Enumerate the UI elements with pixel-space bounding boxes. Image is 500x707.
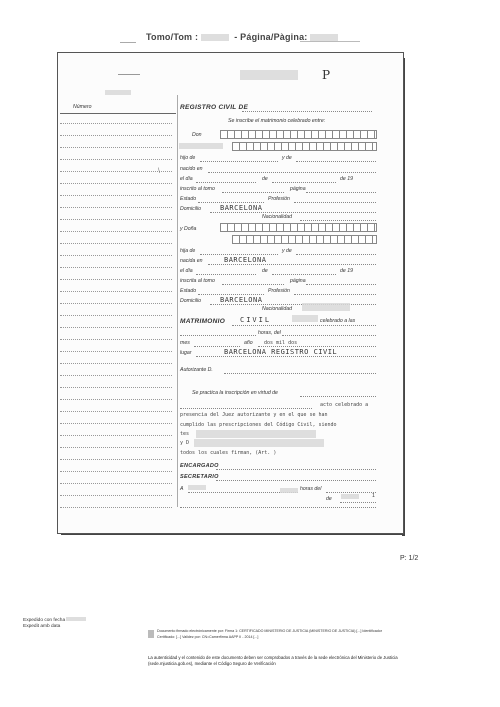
y-de-label: y de — [282, 155, 292, 161]
tomo-label: Tomo/Tom : — [146, 32, 199, 42]
estado-label: Estado — [180, 196, 197, 202]
left-line — [60, 495, 172, 496]
left-line — [60, 435, 172, 436]
celebrado-label: celebrado a las — [320, 318, 356, 324]
hijo-label: hijo de — [180, 155, 196, 161]
horas-label: horas, del — [258, 330, 281, 336]
pagina-label: página — [290, 278, 306, 284]
practica-label: Se practica la inscripción en virtud de — [192, 390, 278, 396]
y-de-label: y de — [282, 248, 292, 254]
ano-label: año — [244, 340, 253, 346]
line — [196, 182, 256, 183]
left-line — [60, 339, 172, 340]
pagina-label: Página/Pàgina: — [240, 32, 308, 42]
line — [196, 356, 376, 357]
redaction — [66, 617, 86, 621]
line — [216, 480, 376, 481]
domicilio-value: BARCELONA — [220, 296, 263, 304]
expedido-label: Expedido con fecha — [23, 618, 66, 623]
line — [272, 182, 336, 183]
left-line — [60, 399, 172, 400]
left-line — [60, 231, 172, 232]
header-mark — [300, 41, 360, 42]
line — [198, 202, 264, 203]
matrimonio-label: MATRIMONIO — [180, 318, 226, 325]
tomo-redaction — [201, 34, 229, 41]
redaction — [188, 485, 206, 490]
line — [208, 264, 376, 265]
form-subtitle: Se inscribe el matrimonio celebrado entre: — [228, 118, 326, 124]
inscrita-label: inscrita al tomo — [180, 278, 215, 284]
left-line — [60, 363, 172, 364]
expedido-date — [23, 617, 86, 623]
line — [210, 304, 376, 305]
numero-label: Número — [73, 104, 92, 110]
matrimonio-value: CIVIL — [240, 316, 272, 324]
left-line — [60, 207, 172, 208]
estado-label: Estado — [180, 288, 197, 294]
line — [180, 408, 312, 409]
stamp-number: 1 — [372, 493, 375, 499]
left-line — [60, 483, 172, 484]
left-line — [60, 147, 172, 148]
line — [296, 161, 376, 162]
sheet-number-redaction — [240, 70, 298, 80]
page-number: P: 1/2 — [400, 555, 419, 562]
register-sheet — [57, 52, 404, 534]
nacida-value: BARCELONA — [224, 256, 267, 264]
typed-line: todos los cuales firman, (Art. ) — [180, 450, 277, 456]
dona-label: y Doña — [180, 226, 197, 232]
line — [300, 220, 376, 221]
top-mark — [118, 74, 140, 75]
domicilio-label: Domicilio — [180, 298, 202, 304]
line — [282, 335, 376, 336]
left-line — [60, 507, 172, 508]
line — [258, 346, 376, 347]
typed-line: acto celebrado a — [320, 402, 369, 408]
surname-boxes-2 — [232, 235, 377, 244]
line — [300, 396, 376, 397]
title-line — [242, 111, 372, 112]
left-line — [60, 243, 172, 244]
de-label: de — [262, 268, 268, 274]
doc-icon — [148, 630, 154, 638]
redaction — [194, 439, 324, 447]
left-line — [60, 327, 172, 328]
profesion-label: Profesión — [268, 288, 290, 294]
line — [224, 373, 376, 374]
left-line — [60, 387, 172, 388]
a-label: A — [180, 486, 184, 492]
redaction — [341, 494, 359, 499]
ano-value: dos mil dos — [264, 340, 298, 346]
secretario-label: SECRETARIO — [180, 474, 219, 480]
redaction — [292, 315, 318, 322]
left-line — [60, 219, 172, 220]
left-line — [60, 459, 172, 460]
expedit-label: Expedit amb data — [23, 624, 61, 629]
pagina-label: página — [290, 186, 306, 192]
left-line — [60, 351, 172, 352]
left-rule — [60, 113, 176, 114]
name-boxes-1 — [220, 130, 377, 139]
column-divider — [177, 95, 178, 507]
line — [272, 274, 336, 275]
line — [294, 294, 376, 295]
line — [306, 192, 376, 193]
nacido-label: nacido en — [180, 166, 203, 172]
left-line — [60, 423, 172, 424]
de-label: de — [262, 176, 268, 182]
line — [222, 284, 284, 285]
line — [180, 507, 376, 508]
nacida-label: nacida en — [180, 258, 203, 264]
signature-info: Documento firmado electrónicamente por: Firma 1: CERTIFICADO MINISTERIO DE JUSTICIA (MINISTERIO DE JUSTICIA) [...] Identificador Certificado: [...] Validez por: CN=Camerfirma AAPP II - 2014 [...] — [157, 629, 382, 639]
redaction — [302, 303, 350, 311]
left-line — [60, 291, 172, 292]
redaction — [280, 488, 298, 493]
line — [340, 502, 376, 503]
redaction — [196, 430, 316, 438]
inscrito-label: inscrito al tomo — [180, 186, 215, 192]
page-letter: P — [322, 68, 331, 82]
left-line — [60, 255, 172, 256]
horas-del-label: horas del — [300, 486, 322, 492]
left-line — [60, 471, 172, 472]
left-line — [60, 159, 172, 160]
surname-boxes-1 — [232, 142, 377, 151]
line — [210, 212, 376, 213]
line — [296, 254, 376, 255]
left-tick-mark: \ — [158, 168, 160, 175]
left-line — [60, 303, 172, 304]
line — [306, 284, 376, 285]
left-line — [60, 447, 172, 448]
line — [232, 325, 376, 326]
encargado-label: ENCARGADO — [180, 463, 219, 469]
hija-label: hija de — [180, 248, 196, 254]
typed-line: cumplido las prescripciones del Código Civil, siendo — [180, 422, 337, 428]
dia-label: el día — [180, 268, 193, 274]
line — [216, 469, 376, 470]
form-title: REGISTRO CIVIL DE — [180, 104, 249, 111]
typed-line: y D — [180, 440, 190, 446]
volume-page-header: Tomo/Tom : - Página/Pàgina: — [146, 32, 338, 42]
left-line — [60, 411, 172, 412]
name-boxes-2 — [220, 223, 377, 232]
mes-label: mes — [180, 340, 190, 346]
left-line — [60, 279, 172, 280]
authenticity-note: La autenticidad y el contenido de este documento deben ser comprobados a través de la sede electrónica del Ministerio de Justicia (sede.mjusticia.gob.es), mediante el Código Seguro de Verificación — [148, 655, 398, 666]
de-19-label: de 19 — [340, 176, 353, 182]
line — [222, 192, 284, 193]
domicilio-label: Domicilio — [180, 206, 202, 212]
line — [200, 161, 278, 162]
line — [294, 202, 376, 203]
left-line — [60, 315, 172, 316]
typed-line: tes — [180, 431, 190, 437]
dia-label: el día — [180, 176, 193, 182]
nacionalidad-label: Nacionalidad — [262, 306, 292, 312]
line — [208, 172, 376, 173]
line — [180, 335, 256, 336]
nacionalidad-label: Nacionalidad — [262, 214, 292, 220]
left-line — [60, 267, 172, 268]
left-redaction — [105, 90, 131, 95]
lugar-value: BARCELONA REGISTRO CIVIL — [224, 348, 338, 356]
line — [196, 274, 256, 275]
line — [326, 492, 376, 493]
autorizante-label: Autorizante D. — [180, 367, 213, 373]
header-mark — [120, 42, 136, 43]
left-line — [60, 123, 172, 124]
left-line — [60, 195, 172, 196]
left-line — [60, 183, 172, 184]
line — [198, 294, 264, 295]
lugar-label: lugar — [180, 350, 192, 356]
line — [194, 346, 240, 347]
de-label: de — [326, 496, 332, 502]
left-line — [60, 171, 172, 172]
profesion-label: Profesión — [268, 196, 290, 202]
typed-line: presencia del Juez autorizante y en el que se han — [180, 412, 328, 418]
line — [200, 254, 278, 255]
redaction — [179, 143, 223, 149]
de-19-label: de 19 — [340, 268, 353, 274]
domicilio-value: BARCELONA — [220, 204, 263, 212]
left-line — [60, 375, 172, 376]
left-line — [60, 135, 172, 136]
don-label: Don — [192, 132, 202, 138]
